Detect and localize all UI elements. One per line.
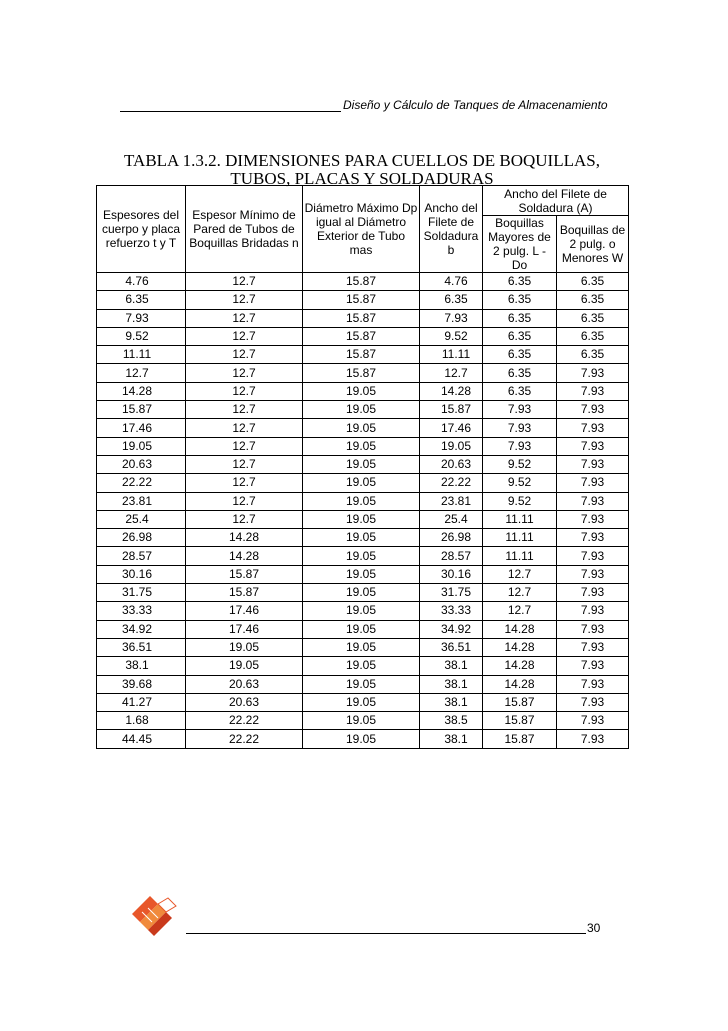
table-cell: 7.93 [557,364,629,382]
table-header [97,186,629,273]
table-cell: 6.35 [557,291,629,309]
header-boquillas-mayores: Boquillas Mayores de 2 pulg. L - Do [483,216,557,273]
table-cell: 6.35 [557,273,629,291]
table-cell: 17.46 [97,419,186,437]
table-cell: 7.93 [557,675,629,693]
table-cell: 11.11 [420,346,483,364]
header-ancho-filete: Ancho del Filete de Soldadura b [420,186,483,273]
table-cell: 19.05 [303,602,420,620]
table-cell: 14.28 [483,657,557,675]
table-cell: 15.87 [303,291,420,309]
table-cell: 28.57 [97,547,186,565]
table-row [97,382,629,400]
table-cell: 38.5 [420,712,483,730]
table-cell: 9.52 [483,455,557,473]
table-cell: 12.7 [420,364,483,382]
table-cell: 22.22 [186,730,303,748]
table-cell: 9.52 [483,474,557,492]
table-cell: 39.68 [97,675,186,693]
table-cell: 19.05 [303,492,420,510]
table-cell: 26.98 [420,529,483,547]
table-cell: 30.16 [97,565,186,583]
table-row [97,565,629,583]
table-cell: 38.1 [420,730,483,748]
table-cell: 12.7 [186,382,303,400]
table-cell: 12.7 [186,273,303,291]
table-cell: 12.7 [186,327,303,345]
table-cell: 7.93 [557,620,629,638]
table-cell: 7.93 [557,401,629,419]
table-row [97,492,629,510]
table-cell: 11.11 [483,529,557,547]
header-ancho-filete-group: Ancho del Filete de Soldadura (A) [483,186,629,216]
table-cell: 33.33 [97,602,186,620]
table-cell: 20.63 [186,693,303,711]
table-cell: 6.35 [483,291,557,309]
table-cell: 12.7 [186,474,303,492]
table-cell: 7.93 [420,309,483,327]
header-boquillas-menores: Boquillas de 2 pulg. o Menores W [557,216,629,273]
table-cell: 36.51 [420,638,483,656]
table-cell: 34.92 [420,620,483,638]
table-cell: 14.28 [420,382,483,400]
table-cell: 36.51 [97,638,186,656]
table-cell: 14.28 [186,547,303,565]
table-row [97,273,629,291]
table-cell: 31.75 [420,584,483,602]
table-cell: 23.81 [420,492,483,510]
table-cell: 9.52 [483,492,557,510]
table-cell: 30.16 [420,565,483,583]
table-cell: 6.35 [420,291,483,309]
table-cell: 17.46 [186,620,303,638]
table-cell: 14.28 [97,382,186,400]
table-cell: 6.35 [483,327,557,345]
table-cell: 20.63 [186,675,303,693]
table-cell: 38.1 [420,675,483,693]
table-cell: 19.05 [303,675,420,693]
table-cell: 7.93 [557,437,629,455]
table-cell: 15.87 [483,730,557,748]
table-cell: 6.35 [483,346,557,364]
table-cell: 23.81 [97,492,186,510]
table-row [97,712,629,730]
table-cell: 20.63 [420,455,483,473]
table-cell: 25.4 [420,510,483,528]
table-row [97,401,629,419]
table-cell: 19.05 [303,419,420,437]
table-cell: 38.1 [420,657,483,675]
table-cell: 7.93 [557,584,629,602]
table-cell: 34.92 [97,620,186,638]
table-cell: 15.87 [186,565,303,583]
table-cell: 7.93 [97,309,186,327]
table-cell: 6.35 [97,291,186,309]
table-cell: 12.7 [186,346,303,364]
table-cell: 19.05 [186,657,303,675]
table-cell: 6.35 [483,382,557,400]
table-cell: 19.05 [303,693,420,711]
table-cell: 7.93 [557,529,629,547]
table-cell: 19.05 [97,437,186,455]
table-cell: 7.93 [557,693,629,711]
table-cell: 7.93 [557,565,629,583]
table-cell: 19.05 [303,510,420,528]
table-cell: 12.7 [483,565,557,583]
table-cell: 19.05 [303,455,420,473]
table-cell: 15.87 [420,401,483,419]
table-cell: 12.7 [483,602,557,620]
table-cell: 12.7 [186,510,303,528]
table-cell: 14.28 [483,620,557,638]
table-cell: 19.05 [303,657,420,675]
table-cell: 14.28 [483,675,557,693]
table-cell: 4.76 [97,273,186,291]
table-cell: 19.05 [303,382,420,400]
table-cell: 12.7 [186,455,303,473]
table-cell: 19.05 [303,401,420,419]
table-row [97,693,629,711]
table-cell: 38.1 [97,657,186,675]
table-row [97,327,629,345]
book-logo-icon [128,892,180,936]
table-cell: 7.93 [557,547,629,565]
table-row [97,455,629,473]
table-cell: 15.87 [303,327,420,345]
header-espesores: Espesores del cuerpo y placa refuerzo t y T [97,186,186,273]
table-row [97,547,629,565]
table-cell: 19.05 [303,638,420,656]
table-cell: 11.11 [483,547,557,565]
table-row [97,309,629,327]
table-cell: 15.87 [303,309,420,327]
table-cell: 6.35 [483,309,557,327]
table-row [97,364,629,382]
table-cell: 19.05 [303,474,420,492]
table-row [97,602,629,620]
table-cell: 19.05 [303,547,420,565]
table-cell: 26.98 [97,529,186,547]
table-row [97,584,629,602]
header-diametro-maximo: Diámetro Máximo Dp igual al Diámetro Exterior de Tubo mas [303,186,420,273]
table-cell: 19.05 [186,638,303,656]
table-cell: 15.87 [303,346,420,364]
table-cell: 20.63 [97,455,186,473]
table-cell: 15.87 [303,273,420,291]
table-cell: 31.75 [97,584,186,602]
table-cell: 17.46 [186,602,303,620]
table-cell: 7.93 [557,382,629,400]
table-cell: 7.93 [557,730,629,748]
table-cell: 9.52 [97,327,186,345]
table-cell: 7.93 [557,419,629,437]
table-cell: 12.7 [186,309,303,327]
table-cell: 19.05 [303,565,420,583]
table-cell: 19.05 [303,620,420,638]
table-cell: 14.28 [483,638,557,656]
table-row [97,657,629,675]
header-rule [120,111,341,112]
table-title-line2: TUBOS, PLACAS Y SOLDADURAS [230,169,494,188]
footer-rule [186,933,586,934]
table-cell: 17.46 [420,419,483,437]
table-row [97,529,629,547]
table-cell: 22.22 [420,474,483,492]
table-cell: 12.7 [97,364,186,382]
table-cell: 15.87 [483,693,557,711]
table-cell: 6.35 [557,327,629,345]
table-row [97,510,629,528]
table-cell: 11.11 [483,510,557,528]
header-title: Diseño y Cálculo de Tanques de Almacenamiento [343,98,608,112]
table-cell: 7.93 [557,657,629,675]
table-row [97,291,629,309]
table-cell: 7.93 [557,492,629,510]
table-cell: 7.93 [483,419,557,437]
table-cell: 33.33 [420,602,483,620]
table-row [97,419,629,437]
table-cell: 15.87 [303,364,420,382]
table-cell: 12.7 [186,364,303,382]
table-cell: 12.7 [186,492,303,510]
table-cell: 4.76 [420,273,483,291]
table-row [97,730,629,748]
dimensions-table [96,185,629,749]
table-cell: 15.87 [97,401,186,419]
table-cell: 7.93 [557,712,629,730]
table-cell: 19.05 [303,584,420,602]
table-cell: 12.7 [186,291,303,309]
table-cell: 15.87 [483,712,557,730]
header-espesor-minimo: Espesor Mínimo de Pared de Tubos de Boquillas Bridadas n [186,186,303,273]
table-row [97,437,629,455]
table-cell: 7.93 [557,455,629,473]
table-cell: 7.93 [557,474,629,492]
table-cell: 11.11 [97,346,186,364]
table-title-line1: TABLA 1.3.2. DIMENSIONES PARA CUELLOS DE BOQUILLAS, [124,151,600,170]
table-cell: 44.45 [97,730,186,748]
table-cell: 19.05 [303,529,420,547]
table-row [97,675,629,693]
table-cell: 6.35 [483,273,557,291]
table-row [97,620,629,638]
table-cell: 9.52 [420,327,483,345]
table-cell: 28.57 [420,547,483,565]
table-cell: 19.05 [303,437,420,455]
table-cell: 12.7 [483,584,557,602]
table-cell: 19.05 [303,712,420,730]
page-number: 30 [587,921,601,935]
table-cell: 12.7 [186,437,303,455]
table-body [97,273,629,749]
table-row [97,638,629,656]
table-cell: 22.22 [186,712,303,730]
table-cell: 6.35 [483,364,557,382]
table-cell: 22.22 [97,474,186,492]
table-title [96,152,628,188]
table-cell: 19.05 [420,437,483,455]
table-cell: 38.1 [420,693,483,711]
table-cell: 25.4 [97,510,186,528]
table-cell: 7.93 [557,510,629,528]
table-cell: 6.35 [557,309,629,327]
table-cell: 15.87 [186,584,303,602]
table-cell: 7.93 [557,602,629,620]
table-cell: 19.05 [303,730,420,748]
table-cell: 6.35 [557,346,629,364]
table-row [97,474,629,492]
table-cell: 12.7 [186,401,303,419]
table-cell: 7.93 [557,638,629,656]
table-cell: 12.7 [186,419,303,437]
table-cell: 7.93 [483,437,557,455]
table-row [97,346,629,364]
table-cell: 7.93 [483,401,557,419]
table-cell: 41.27 [97,693,186,711]
table-cell: 14.28 [186,529,303,547]
table-cell: 1.68 [97,712,186,730]
